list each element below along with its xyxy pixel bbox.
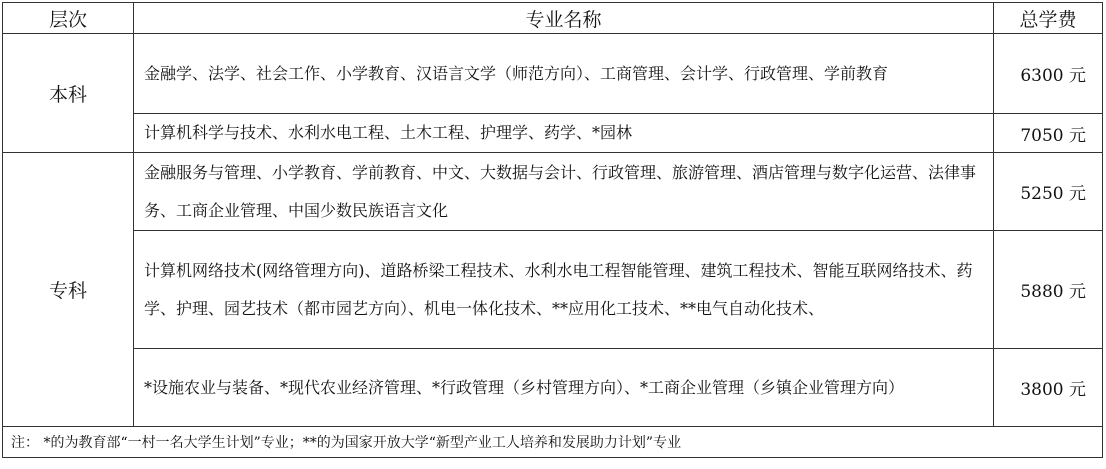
majors-cell: 计算机科学与技术、水利水电工程、土木工程、护理学、药学、*园林: [134, 114, 994, 153]
table-row: [3, 34, 1103, 114]
majors-cell: 金融服务与管理、小学教育、学前教育、中文、大数据与会计、行政管理、旅游管理、酒店管理与数字化运营、法律事务、工商企业管理、中国少数民族语言文化: [134, 153, 994, 231]
fee-cell: 6300 元: [994, 34, 1103, 114]
fee-cell: 5880 元: [994, 231, 1103, 349]
header-row: [3, 3, 1103, 34]
fee-cell: 7050 元: [994, 114, 1103, 153]
table-row: [3, 349, 1103, 427]
table-row: [3, 114, 1103, 153]
fee-cell: 3800 元: [994, 349, 1103, 427]
tuition-table: [2, 2, 1103, 458]
table-row: [3, 231, 1103, 349]
header-major-name: 专业名称: [134, 3, 994, 34]
fee-cell: 5250 元: [994, 153, 1103, 231]
table-row: [3, 153, 1103, 231]
majors-cell: *设施农业与装备、*现代农业经济管理、*行政管理（乡村管理方向）、*工商企业管理（乡镇企业管理方向）: [134, 349, 994, 427]
majors-cell: 金融学、法学、社会工作、小学教育、汉语言文学（师范方向）、工商管理、会计学、行政管理、学前教育: [134, 34, 994, 114]
note-row: [3, 427, 1103, 458]
tuition-table-container: [2, 2, 1102, 458]
header-total-fee: 总学费: [994, 3, 1103, 34]
level-cell-undergraduate: 本科: [3, 34, 134, 153]
footnote: 注： *的为教育部“一村一名大学生计划”专业；**的为国家开放大学“新型产业工人培养和发展助力计划”专业: [3, 427, 1103, 458]
header-level: 层次: [3, 3, 134, 34]
level-cell-junior-college: 专科: [3, 153, 134, 427]
majors-cell: 计算机网络技术(网络管理方向)、道路桥梁工程技术、水利水电工程智能管理、建筑工程技术、智能互联网络技术、药学、护理、园艺技术（都市园艺方向）、机电一体化技术、**应用化工技术、**电气自动化技术、: [134, 231, 994, 349]
